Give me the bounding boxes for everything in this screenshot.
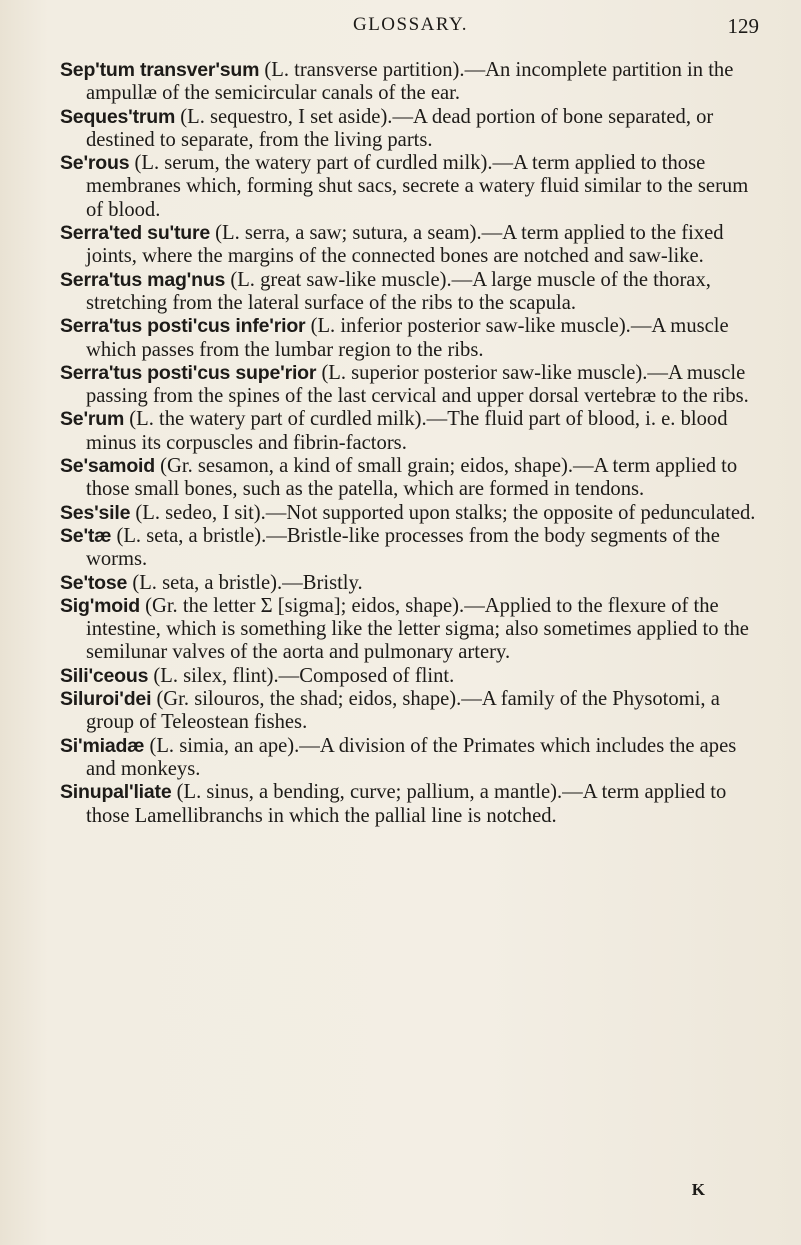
entry-definition: (L. sequestro, I set aside).—A dead portion of bone separated, or destined to separate, from the living parts.	[86, 105, 714, 151]
entry-definition: (L. serum, the watery part of curdled milk).—A term applied to those membranes which, forming shut sacs, secrete a watery fluid similar to the serum of blood.	[86, 152, 749, 221]
glossary-entry	[60, 59, 769, 106]
glossary-entry	[60, 455, 769, 502]
entry-definition: (L. sinus, a bending, curve; pallium, a mantle).—A term applied to those Lamellibranchs in which the pallial line is notched.	[86, 781, 727, 827]
entry-definition: (L. serra, a saw; sutura, a seam).—A term applied to the fixed joints, where the margins of the connected bones are notched and saw-like.	[86, 222, 724, 268]
glossary-entry	[60, 525, 769, 572]
glossary-entry	[60, 408, 769, 455]
entry-headword: Serra'tus posti'cus infe'rior	[60, 315, 306, 338]
signature-mark: K	[691, 1180, 705, 1199]
entry-definition: (L. sedeo, I sit).—Not supported upon stalks; the opposite of pedunculated.	[135, 501, 756, 524]
entry-definition: (L. silex, flint).—Composed of flint.	[153, 664, 455, 687]
entry-headword: Si'miadæ	[60, 734, 145, 757]
glossary-entry	[60, 362, 769, 409]
entry-headword: Se'samoid	[60, 455, 155, 478]
glossary-entry	[60, 688, 769, 735]
entry-definition: (L. seta, a bristle).—Bristle-like processes from the body segments of the worms.	[86, 524, 720, 571]
glossary-entry	[60, 572, 769, 595]
entry-headword: Serra'tus mag'nus	[60, 268, 226, 291]
entry-headword: Siluroi'dei	[60, 688, 152, 711]
glossary-entries	[60, 59, 769, 828]
glossary-entry	[60, 502, 769, 525]
glossary-entry	[60, 665, 769, 688]
glossary-entry	[60, 152, 769, 222]
glossary-entry	[60, 222, 769, 269]
entry-definition: (L. inferior posterior saw-like muscle).—A muscle which passes from the lumbar region to the ribs.	[86, 315, 729, 361]
entry-definition: (Gr. silouros, the shad; eidos, shape).—A family of the Physotomi, a group of Teleostean fishes.	[86, 688, 720, 734]
entry-headword: Se'tæ	[60, 524, 112, 547]
running-title: GLOSSARY.	[352, 14, 469, 35]
glossary-entry	[60, 315, 769, 362]
entry-headword: Serra'ted su'ture	[60, 222, 211, 245]
entry-headword: Sili'ceous	[60, 664, 149, 687]
glossary-entry	[60, 735, 769, 782]
glossary-entry	[60, 595, 769, 665]
page-number: 129	[727, 14, 759, 38]
entry-definition: (Gr. sesamon, a kind of small grain; eidos, shape).—A term applied to those small bones, such as the patella, which are formed in tendons.	[86, 455, 738, 501]
entry-definition: (L. great saw-like muscle).—A large muscle of the thorax, stretching from the lateral surface of the ribs to the scapula.	[86, 268, 711, 314]
glossary-entry	[60, 269, 769, 316]
entry-headword: Se'tose	[60, 571, 128, 594]
glossary-entry	[60, 106, 769, 153]
running-head	[60, 14, 761, 42]
entry-definition: (L. simia, an ape).—A division of the Primates which includes the apes and monkeys.	[86, 734, 737, 780]
glossary-entry	[60, 781, 769, 828]
entry-definition: (L. superior posterior saw-like muscle).—A muscle passing from the spines of the last cervical and upper dorsal vertebræ to the ribs.	[86, 361, 749, 408]
entry-definition: (L. transverse partition).—An incomplete partition in the ampullæ of the semicircular canals of the ear.	[86, 59, 734, 105]
entry-headword: Se'rous	[60, 152, 130, 175]
entry-headword: Sep'tum transver'sum	[60, 59, 260, 81]
entry-headword: Sinupal'liate	[60, 781, 172, 804]
entry-headword: Serra'tus posti'cus supe'rior	[60, 361, 317, 384]
entry-headword: Seques'trum	[60, 105, 176, 128]
entry-definition: (L. seta, a bristle).—Bristly.	[132, 571, 363, 594]
entry-headword: Ses'sile	[60, 501, 131, 524]
entry-definition: (Gr. the letter Σ [sigma]; eidos, shape).—Applied to the flexure of the intestine, which is something like the letter sigma; also sometimes applied to the semilunar valves of the aorta and pulmonary artery.	[86, 594, 749, 664]
entry-headword: Se'rum	[60, 408, 125, 431]
entry-headword: Sig'moid	[60, 594, 140, 617]
entry-definition: (L. the watery part of curdled milk).—The fluid part of blood, i. e. blood minus its corpuscles and fibrin-factors.	[86, 408, 728, 454]
